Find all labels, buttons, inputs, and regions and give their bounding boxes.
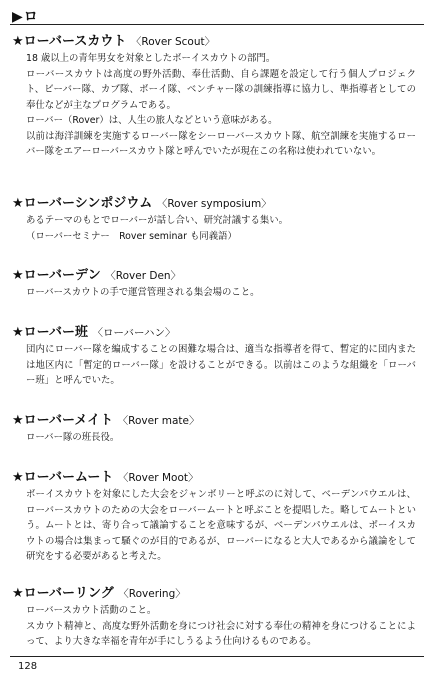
entry-body [26, 430, 416, 446]
entry-body [26, 285, 416, 301]
entry-rover-han [12, 324, 416, 389]
entry-title [12, 324, 416, 342]
entry-body [26, 51, 416, 160]
entry-line: ローバースカウトは高度の野外活動、奉仕活動、自ら課題を設定して行う個人プロジェクト、ビーバー隊、カブ隊、ボーイ隊、ベンチャー隊の訓練指導に協力し、準指導者としての奉仕などが主なプログラムである。 [26, 68, 416, 111]
entry-line: ローバースカウト活動のこと。 [26, 605, 157, 616]
entry-line: ローバー隊の班長役。 [26, 432, 120, 443]
page-number: 128 [18, 661, 38, 672]
entry-line: ボーイスカウトを対象にした大会をジャンボリーと呼ぶのに対して、ベーデンパウエルは、ローバースカウトのための大会をローバームートと呼ぶことを提唱した。略してムートという。ムートとは、寄り合って議論することを意味するが、ベーデンパウエルは、ボーイスカウトの場合は集まって騒ぐのが目的であるが、ローバーになると大人であるから議論をして研究をする必要があると考えた。 [26, 489, 416, 562]
section-header: ▶ロ [12, 9, 39, 25]
entry-term: ★ローバーメイト [12, 413, 114, 428]
entry-line: ローバースカウトの手で運営管理される集会場のこと。 [26, 287, 260, 298]
entry-rover-moot [12, 469, 416, 565]
entry-term: ★ローバーデン [12, 268, 101, 283]
entry-english: 〈Rover mate〉 [117, 415, 200, 427]
entry-body [26, 487, 416, 565]
entry-title [12, 412, 416, 430]
entry-rover-scout [12, 33, 416, 160]
entry-rover-den [12, 267, 416, 301]
entry-title [12, 469, 416, 487]
entry-english: 〈Rover symposium〉 [156, 198, 272, 210]
top-rule [10, 24, 424, 25]
entry-english: 〈Rover Scout〉 [130, 36, 216, 48]
entry-term: ★ローバー班 [12, 325, 89, 340]
entry-title [12, 33, 416, 51]
entry-term: ★ローバーリング [12, 586, 114, 601]
bottom-rule [10, 656, 424, 657]
entry-body [26, 603, 416, 650]
entry-english: 〈Rover Moot〉 [117, 472, 199, 484]
entry-line: 団内にローバー隊を編成することの困難な場合は、適当な指導者を得て、暫定的に団内または地区内に「暫定的ローバー隊」を設けることができる。以前はこのような組織を「ローバー班」と呼んでいた。 [26, 344, 416, 386]
entry-body [26, 342, 416, 389]
entry-rover-mate [12, 412, 416, 446]
entry-title [12, 585, 416, 603]
entry-body [26, 213, 416, 244]
entry-english: 〈Rover Den〉 [105, 270, 182, 282]
entry-rovering [12, 585, 416, 650]
entry-rover-symposium [12, 195, 416, 244]
entry-term: ★ローバームート [12, 470, 114, 485]
entry-title [12, 267, 416, 285]
entry-line: 18 歳以上の青年男女を対象としたボーイスカウトの部門。 [26, 53, 276, 64]
entry-line: ローバー（Rover）は、人生の旅人などという意味がある。 [26, 115, 278, 126]
entry-line: あるテーマのもとでローバーが話し合い、研究討議する集い。 [26, 215, 289, 226]
entry-line: スカウト精神と、高度な野外活動を身につけ社会に対する奉仕の精神を身につけることによって、より大きな幸福を青年が手にしうるよう仕向けるものである。 [26, 620, 416, 647]
entry-english: 〈Rovering〉 [118, 588, 186, 600]
entry-line: 以前は海洋訓練を実施するローバー隊をシーローバースカウト隊、航空訓練を実施するローバー隊をエアーローバースカウト隊と呼んでいたが現在この名称は使われていない。 [26, 130, 416, 157]
entry-title [12, 195, 416, 213]
entry-line: （ローバーセミナー Rover seminar も同義語） [26, 230, 237, 242]
entry-term: ★ローバーシンポジウム [12, 196, 153, 211]
entry-english: 〈ローバーハン〉 [92, 327, 176, 339]
entry-term: ★ローバースカウト [12, 34, 127, 49]
